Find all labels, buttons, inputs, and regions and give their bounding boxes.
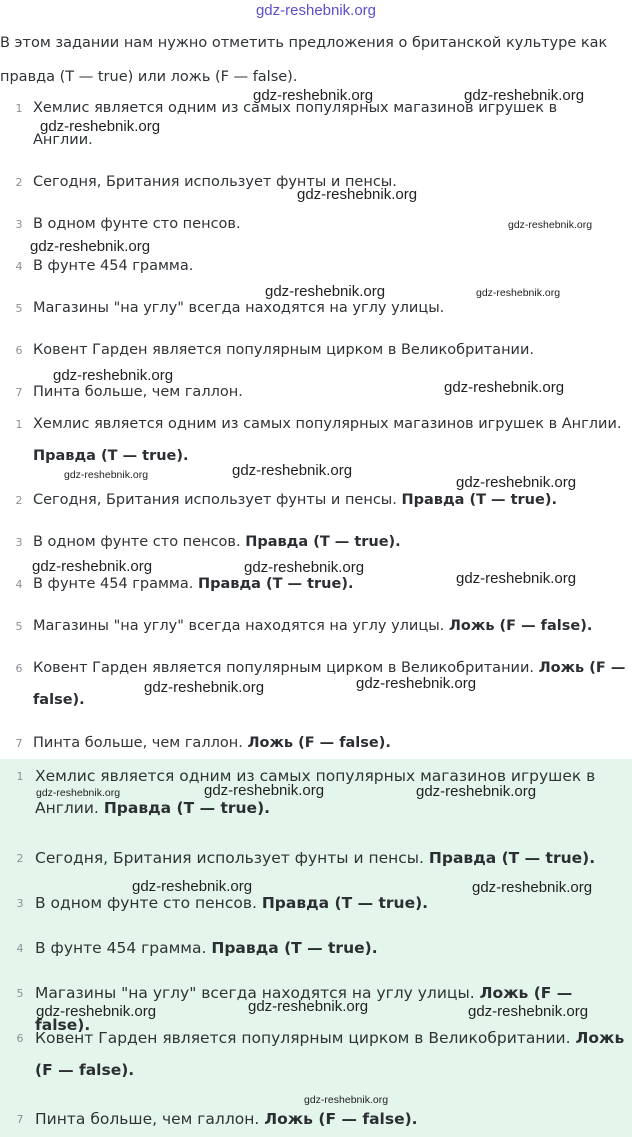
watermark-text: gdz-reshebnik.org: [64, 469, 149, 481]
watermark-text: gdz-reshebnik.org: [356, 675, 477, 692]
watermark-text: gdz-reshebnik.org: [32, 558, 153, 575]
watermark-text: gdz-reshebnik.org: [468, 1003, 589, 1020]
sentence-text: Хемлис является одним из самых популярных магазинов игрушек в Англии.: [35, 767, 596, 817]
sentence-text: Ковент Гарден является популярным цирком в Великобритании.: [33, 660, 535, 676]
sentence-text: В одном фунте сто пенсов.: [33, 534, 241, 550]
watermark-text: gdz-reshebnik.org: [472, 879, 593, 896]
item-number: 5: [16, 987, 24, 1000]
watermark-text: gdz-reshebnik.org: [232, 462, 353, 479]
item-number: 6: [15, 344, 23, 357]
item-number: 2: [15, 494, 23, 507]
item-number: 7: [16, 1113, 24, 1126]
watermark-text: gdz-reshebnik.org: [508, 219, 593, 231]
item-text: [33, 334, 593, 366]
sentence-text: Магазины "на углу" всегда находятся на углу улицы.: [33, 300, 445, 316]
answer-label: Ложь (F — false).: [264, 1110, 418, 1128]
sentence-text: Сегодня, Британия использует фунты и пенсы.: [33, 492, 397, 508]
watermark-text: gdz-reshebnik.org: [265, 283, 386, 300]
item-number: 4: [15, 260, 23, 273]
answer-label: Правда (T — true).: [245, 534, 401, 550]
item-text: [35, 842, 629, 874]
site-header-link[interactable]: gdz-reshebnik.org: [255, 2, 377, 19]
item-number: 4: [16, 942, 24, 955]
sentence-text: Пинта больше, чем галлон.: [33, 384, 243, 400]
answer-label: Правда (T — true).: [401, 492, 557, 508]
sentence-text: Пинта больше, чем галлон.: [35, 1110, 260, 1128]
sentence-text: В фунте 454 грамма.: [33, 576, 194, 592]
item-text: [35, 932, 629, 964]
watermark-text: gdz-reshebnik.org: [253, 87, 374, 104]
answer-label: Правда (T — true).: [197, 576, 354, 592]
watermark-text: gdz-reshebnik.org: [456, 474, 577, 491]
watermark-text: gdz-reshebnik.org: [132, 878, 253, 895]
sentence-text: Ковент Гарден является популярным цирком в Великобритании.: [35, 1029, 571, 1047]
sentence-text: Сегодня, Британия использует фунты и пенсы.: [33, 174, 397, 190]
item-number: 6: [16, 1032, 24, 1045]
sentence-text: Хемлис является одним из самых популярных магазинов игрушек в Англии.: [33, 416, 622, 432]
intro-text: В этом задании нам нужно отметить предложения о британской культуре как правда (T — true) или ложь (F — false).: [0, 35, 608, 85]
watermark-text: gdz-reshebnik.org: [30, 238, 151, 255]
sentence-text: В одном фунте сто пенсов.: [35, 894, 257, 912]
sentence-text: В фунте 454 грамма.: [35, 939, 207, 957]
item-number: 6: [15, 662, 23, 675]
sentence-text: В фунте 454 грамма.: [33, 258, 194, 274]
item-number: 5: [15, 302, 23, 315]
sentence-text: Сегодня, Британия использует фунты и пенсы.: [35, 849, 424, 867]
item-number: 2: [15, 176, 23, 189]
answer-label: Правда (T — true).: [33, 448, 189, 464]
watermark-text: gdz-reshebnik.org: [444, 379, 565, 396]
item-number: 7: [15, 737, 23, 750]
answer-label: Правда (T — true).: [261, 894, 429, 912]
item-text: [33, 727, 631, 759]
watermark-text: gdz-reshebnik.org: [144, 679, 265, 696]
sentence-text: Магазины "на углу" всегда находятся на углу улицы.: [33, 618, 445, 634]
item-text: [35, 1022, 629, 1086]
item-number: 3: [15, 218, 23, 231]
item-number: 5: [15, 620, 23, 633]
item-text: [33, 526, 631, 558]
watermark-text: gdz-reshebnik.org: [304, 1094, 389, 1106]
answer-label: Ложь (F — false).: [35, 1029, 625, 1079]
item-number: 3: [16, 897, 24, 910]
watermark-text: gdz-reshebnik.org: [476, 287, 561, 299]
item-number: 1: [15, 418, 23, 431]
answer-label: Правда (T — true).: [103, 799, 271, 817]
answer-label: Правда (T — true).: [428, 849, 596, 867]
sentence-text: В одном фунте сто пенсов.: [33, 216, 241, 232]
item-number: 1: [15, 102, 23, 115]
item-text: [35, 1103, 629, 1135]
answer-label: Ложь (F — false).: [247, 735, 391, 751]
item-text: [33, 610, 631, 642]
answer-label: Правда (T — true).: [211, 939, 378, 957]
sentence-text: Магазины "на углу" всегда находятся на углу улицы.: [35, 984, 475, 1002]
watermark-text: gdz-reshebnik.org: [244, 559, 365, 576]
item-number: 7: [15, 386, 23, 399]
answer-label: Ложь (F — false).: [33, 660, 626, 708]
watermark-text: gdz-reshebnik.org: [456, 570, 577, 587]
watermark-text: gdz-reshebnik.org: [36, 1003, 157, 1020]
watermark-text: gdz-reshebnik.org: [248, 998, 369, 1015]
watermark-text: gdz-reshebnik.org: [204, 782, 325, 799]
sentence-text: Пинта больше, чем галлон.: [33, 735, 243, 751]
sentence-text: Хемлис является одним из самых популярных магазинов игрушек в Англии.: [33, 100, 558, 148]
answer-label: Ложь (F — false).: [448, 618, 593, 634]
watermark-text: gdz-reshebnik.org: [297, 186, 418, 203]
item-text: [33, 652, 631, 716]
item-number: 3: [15, 536, 23, 549]
watermark-text: gdz-reshebnik.org: [416, 783, 537, 800]
sentence-text: Ковент Гарден является популярным цирком в Великобритании.: [33, 342, 535, 358]
item-number: 4: [15, 578, 23, 591]
item-number: 2: [16, 852, 24, 865]
answer-label: Ложь (F — false).: [35, 984, 573, 1034]
item-number: 1: [16, 770, 24, 783]
item-text: [35, 760, 629, 824]
watermark-text: gdz-reshebnik.org: [53, 367, 174, 384]
watermark-text: gdz-reshebnik.org: [40, 118, 161, 135]
watermark-text: gdz-reshebnik.org: [464, 87, 585, 104]
watermark-text: gdz-reshebnik.org: [36, 787, 121, 799]
